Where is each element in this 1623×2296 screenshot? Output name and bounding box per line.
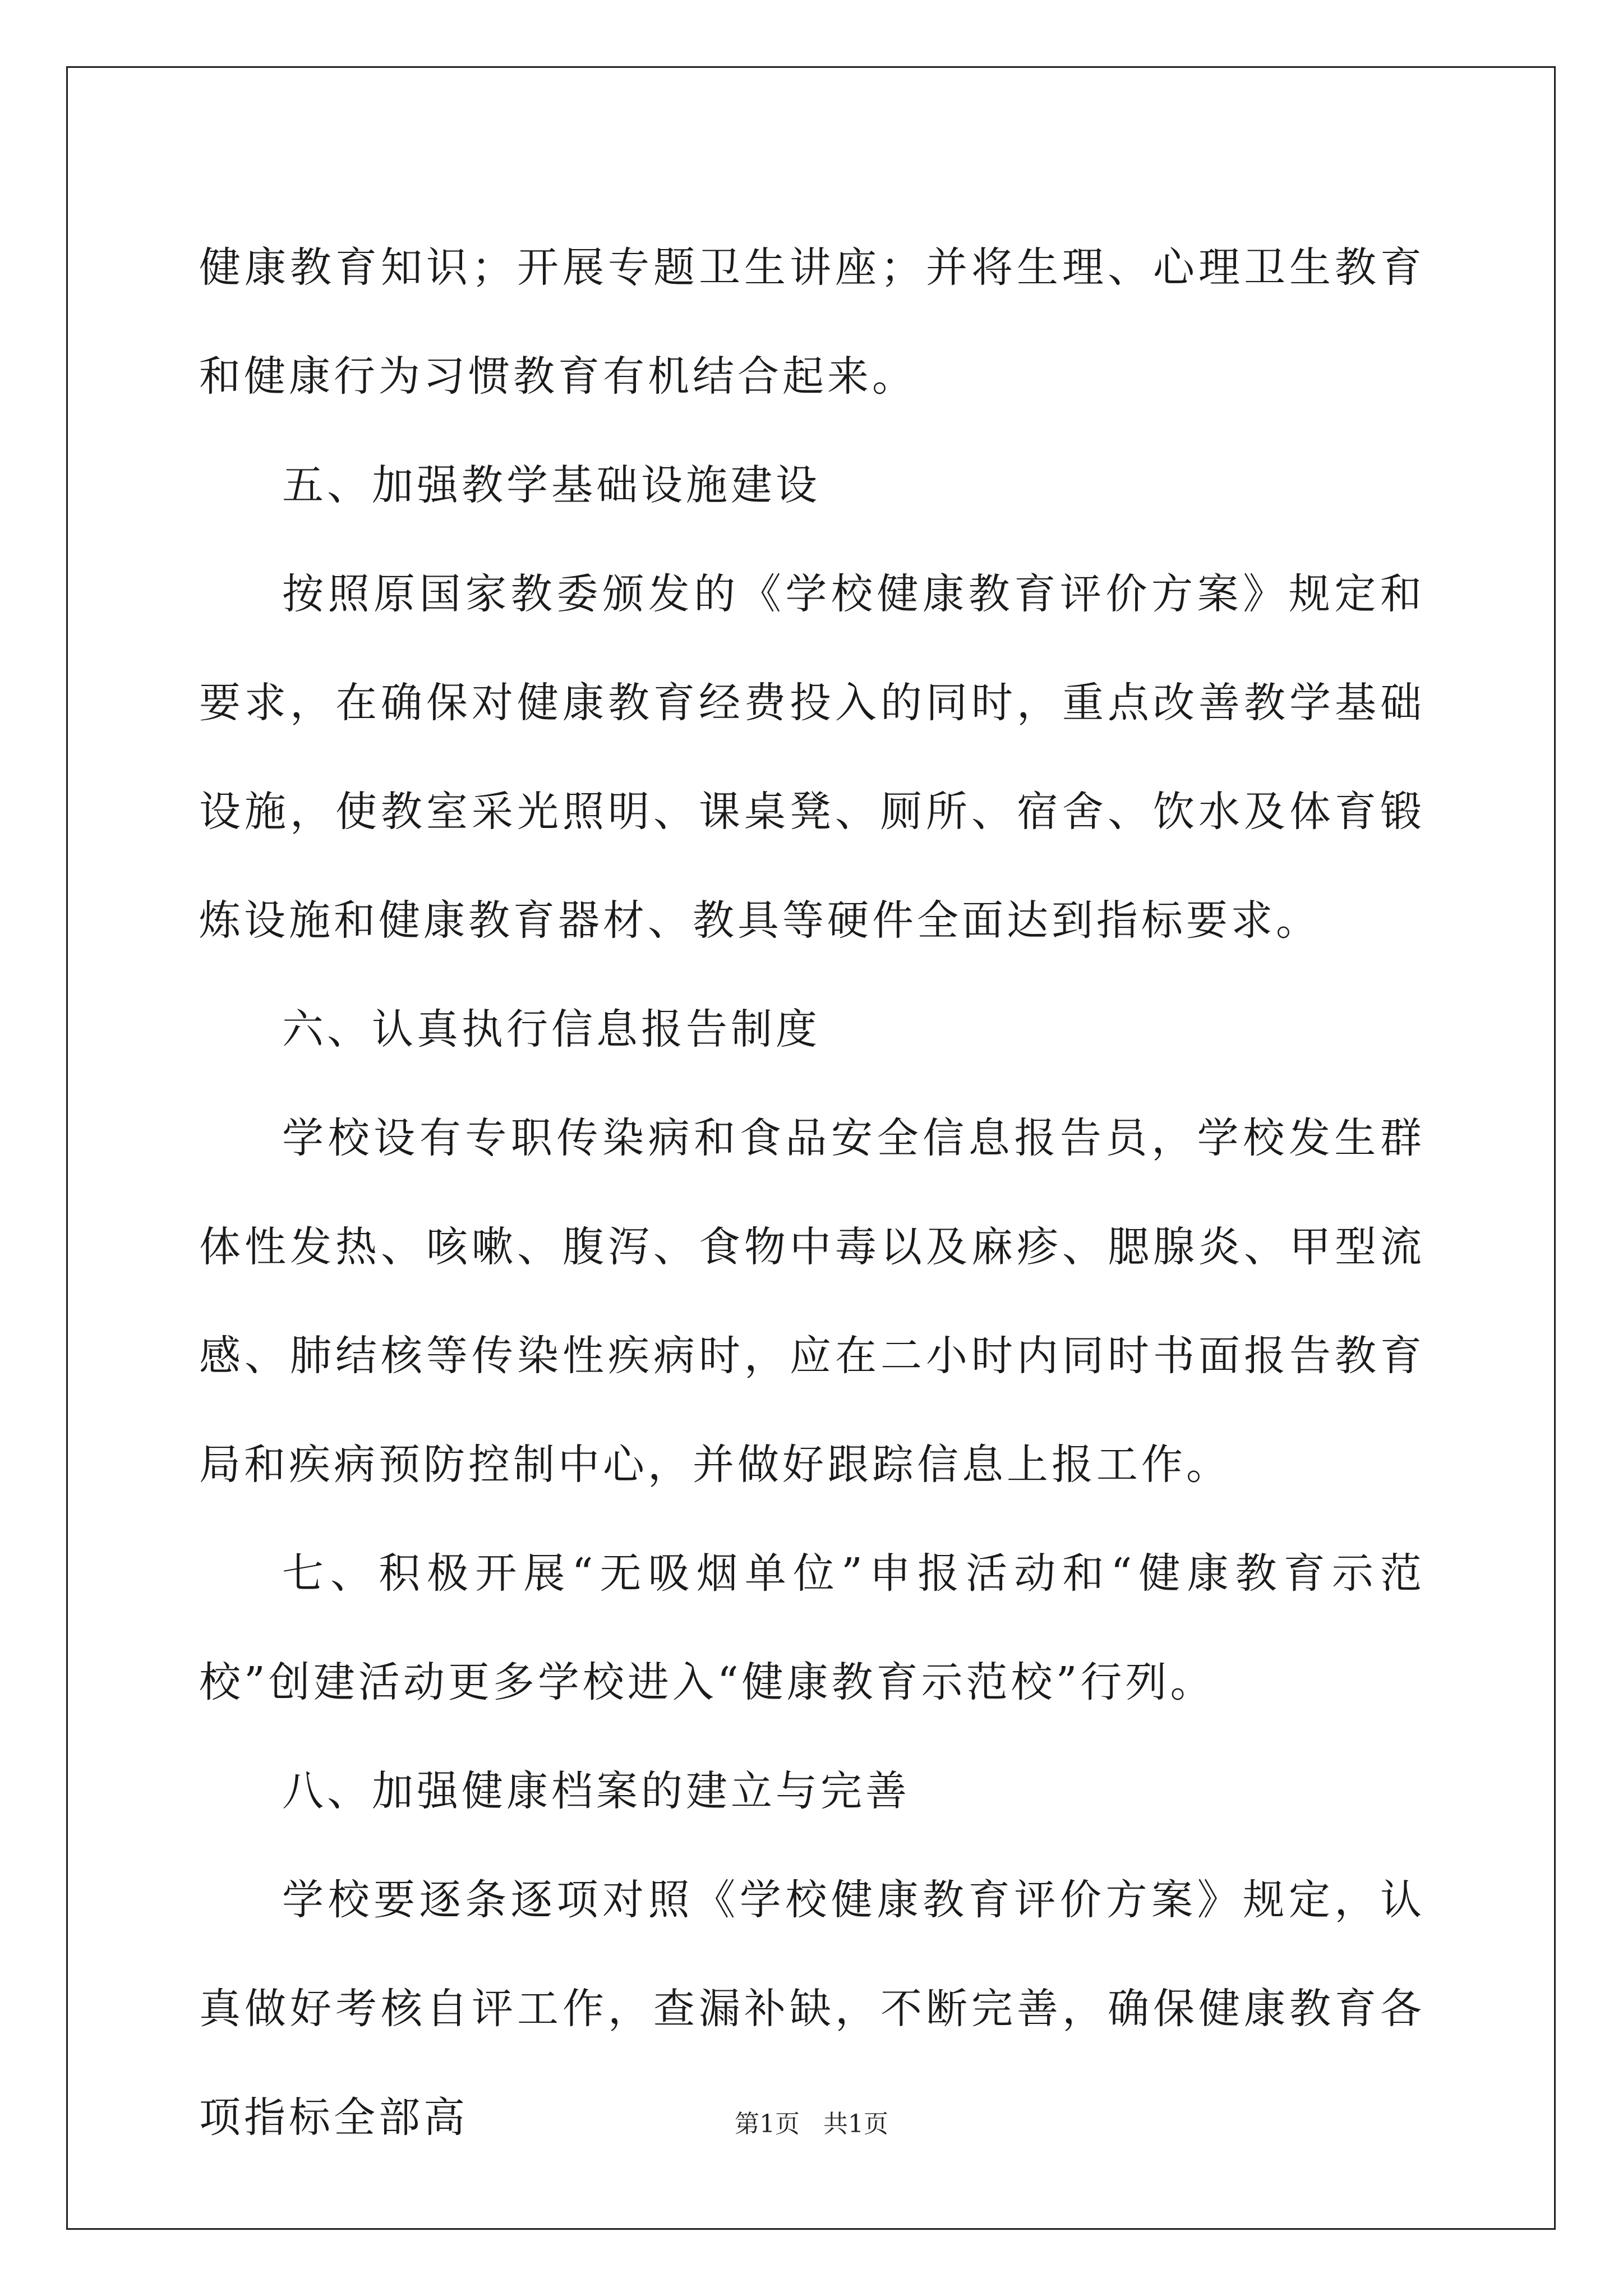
paragraph-facilities: 按照原国家教委颁发的《学校健康教育评价方案》规定和要求，在确保对健康教育经费投入的同时，重点改善教学基础设施，使教室采光照明、课桌凳、厕所、宿舍、饮水及体育锻炼设施和健康教育器材、教具等硬件全面达到指标要求。 xyxy=(199,570,1425,945)
paragraph-campaigns: 七、积极开展“无吸烟单位”申报活动和“健康教育示范校”创建活动更多学校进入“健康教育示范校”行列。 xyxy=(199,1549,1425,1706)
paragraph-health-knowledge: 健康教育知识；开展专题卫生讲座；并将生理、心理卫生教育和健康行为习惯教育有机结合起来。 xyxy=(199,243,1425,401)
page-footer xyxy=(0,2104,1623,2139)
page-number: 第1页 xyxy=(735,2110,800,2138)
document-body xyxy=(199,213,1425,2172)
heading-health-records: 八、加强健康档案的建立与完善 xyxy=(282,1767,910,1815)
page-total: 共1页 xyxy=(823,2110,888,2138)
paragraph-health-records: 学校要逐条逐项对照《学校健康教育评价方案》规定，认真做好考核自评工作，查漏补缺，不断完善，确保健康教育各项指标全部高 xyxy=(199,1876,1425,2142)
paragraph-reporting: 学校设有专职传染病和食品安全信息报告员，学校发生群体性发热、咳嗽、腹泻、食物中毒以及麻疹、腮腺炎、甲型流感、肺结核等传染性疾病时，应在二小时内同时书面报告教育局和疾病预防控制中心，并做好跟踪信息上报工作。 xyxy=(199,1114,1425,1489)
heading-reporting: 六、认真执行信息报告制度 xyxy=(282,1005,820,1053)
heading-facilities: 五、加强教学基础设施建设 xyxy=(282,461,820,509)
